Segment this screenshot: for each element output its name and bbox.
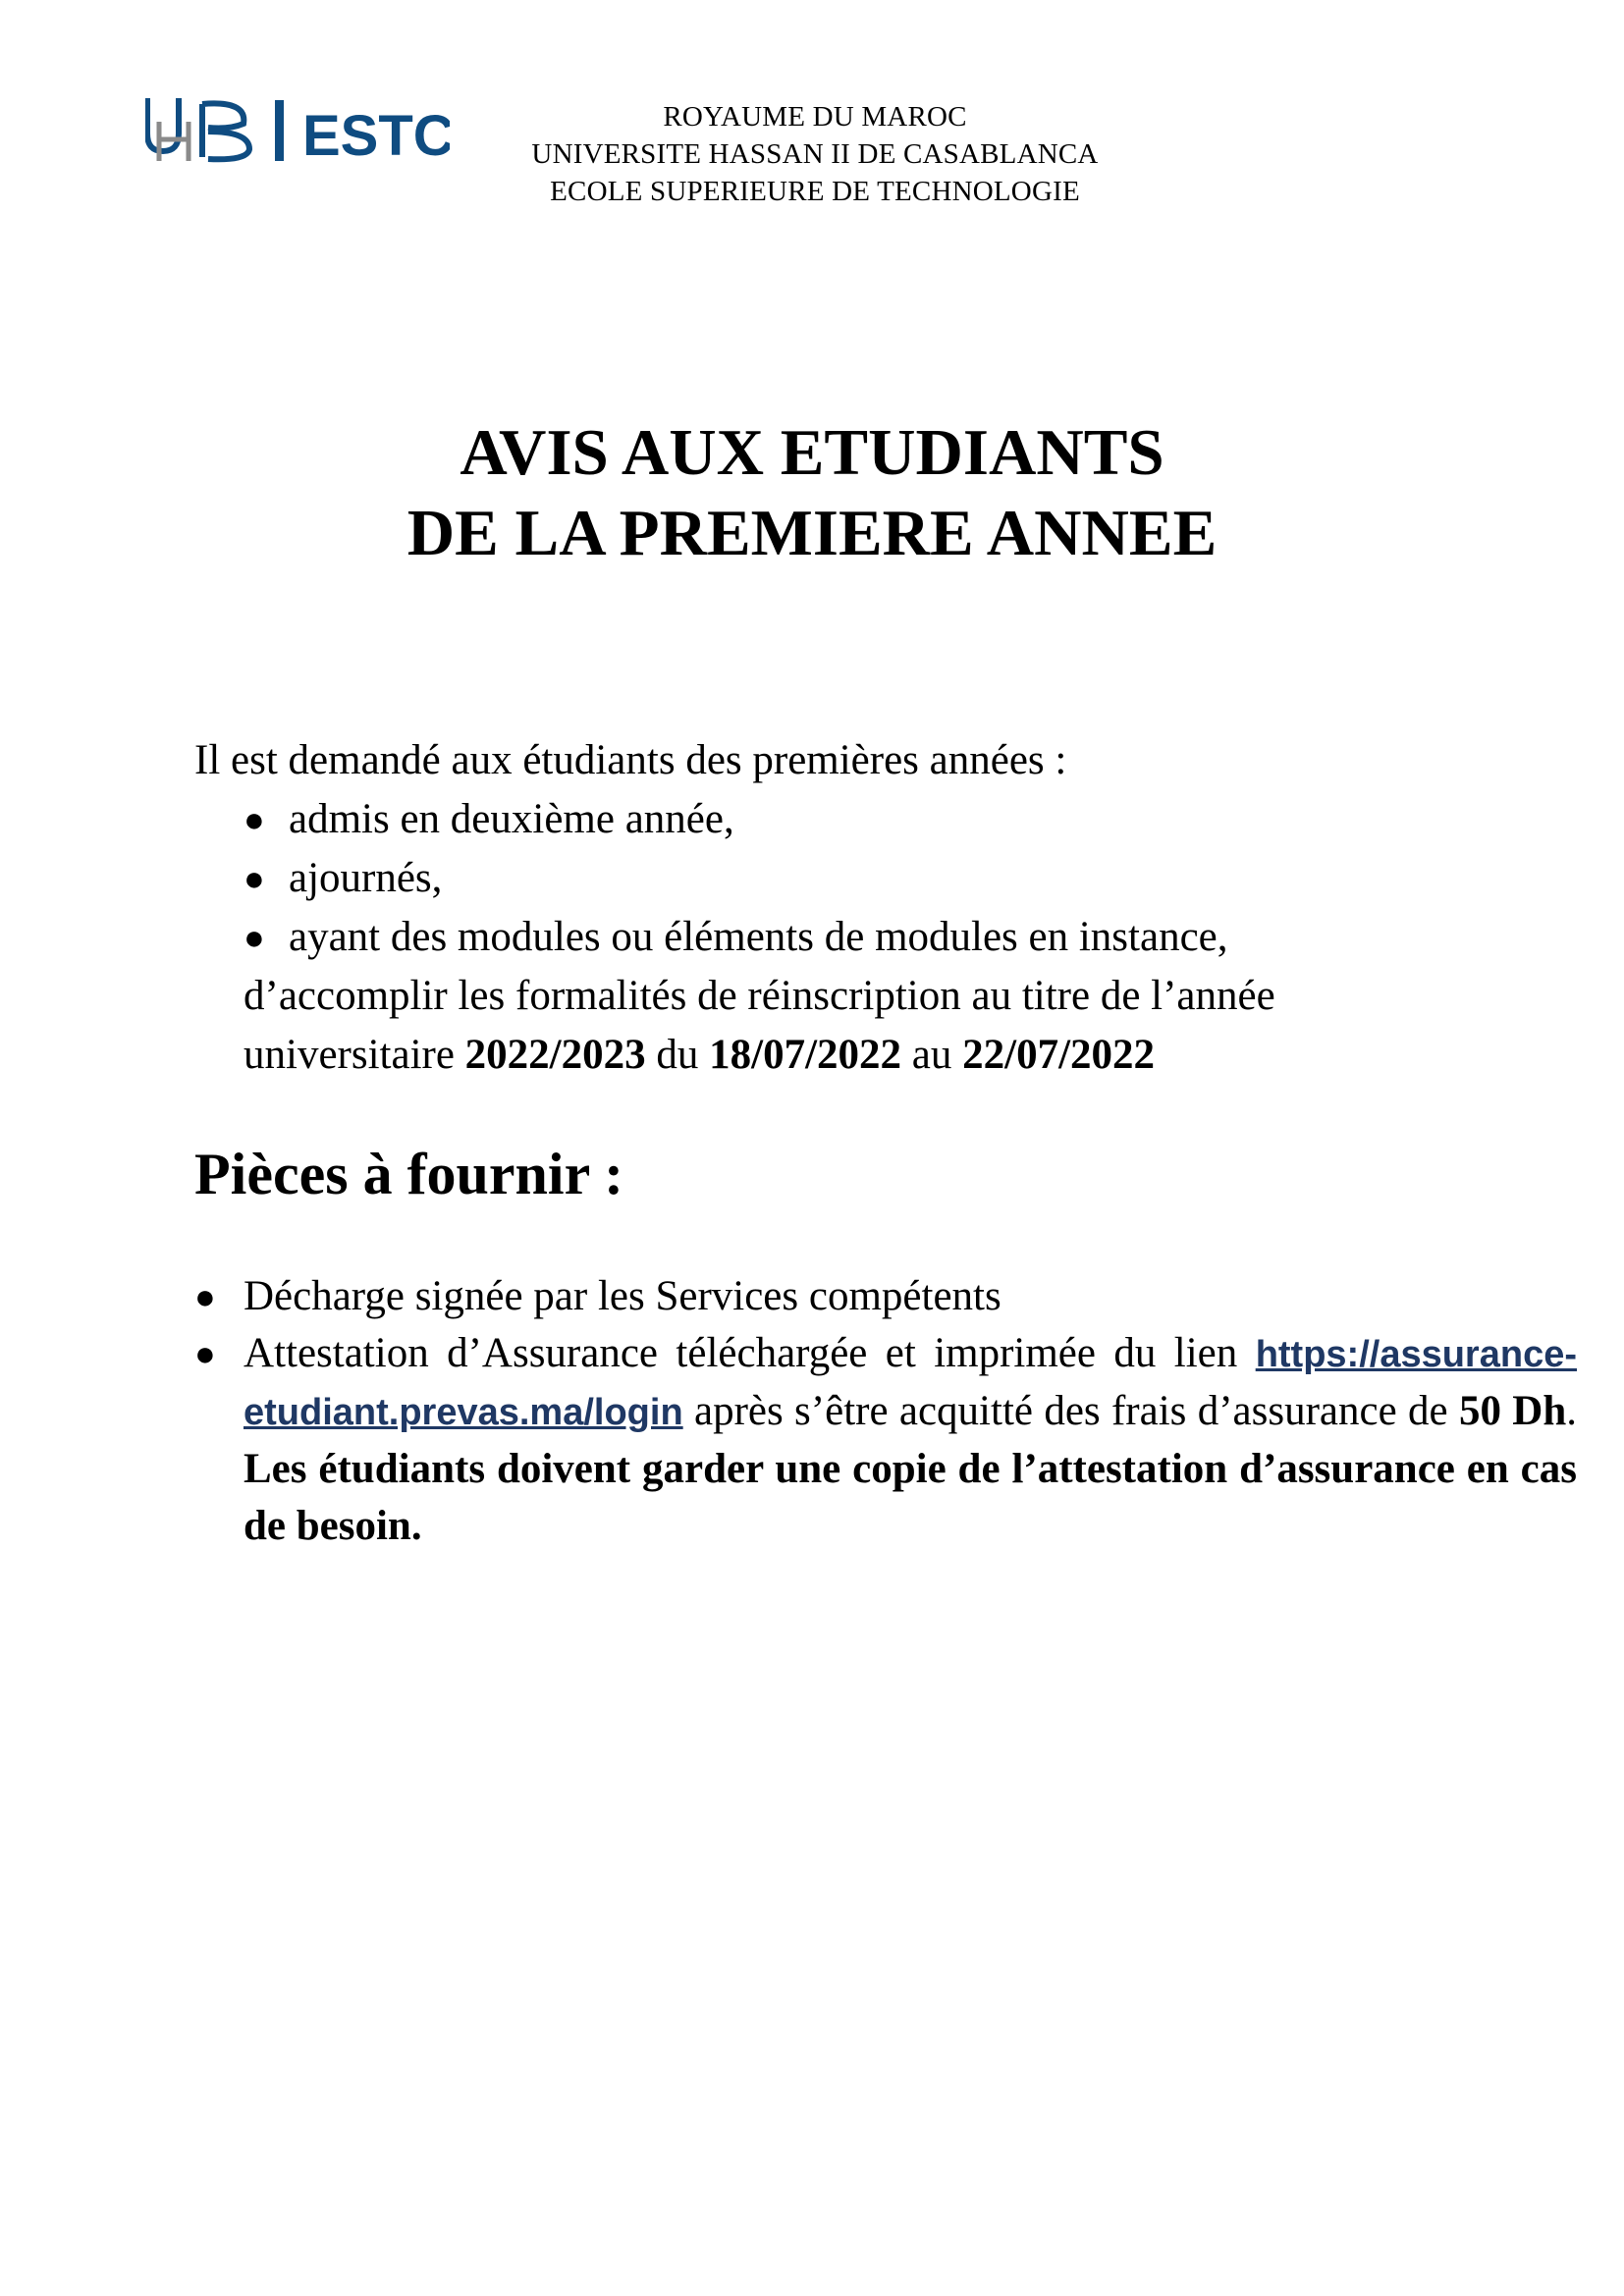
institution-header <box>422 98 1208 210</box>
start-date: 18/07/2022 <box>709 1032 902 1078</box>
word-au: au <box>901 1032 963 1078</box>
bullet-icon: ● <box>244 800 265 839</box>
insurance-note: Les étudiants doivent garder une copie de l’attestation d’assurance en cas de besoin. <box>244 1446 1577 1549</box>
document-discharge: Décharge signée par les Services compétents <box>244 1273 1001 1319</box>
list-item <box>244 790 1579 849</box>
list-item <box>244 849 1579 908</box>
student-category-list <box>194 790 1579 967</box>
notice-title <box>0 412 1624 573</box>
word-du: du <box>645 1032 710 1078</box>
intro-section <box>194 731 1579 1085</box>
end-date: 22/07/2022 <box>962 1032 1156 1078</box>
insurance-link[interactable]: https://assurance-etudiant.prevas.ma/login <box>244 1334 1577 1433</box>
instruction-line-2 <box>244 1026 1579 1085</box>
insurance-text: après s’être acquitté des frais d’assurance de <box>682 1388 1459 1434</box>
instruction-line-1: d’accomplir les formalités de réinscription au titre de l’année <box>244 973 1275 1019</box>
bullet-icon: ● <box>244 859 265 898</box>
academic-year: 2022/2023 <box>464 1032 646 1078</box>
document-insurance: Attestation d’Assurance téléchargée et imprimée du lien <box>244 1330 1238 1376</box>
university-mark-icon <box>147 98 249 161</box>
bullet-icon: ● <box>244 918 265 957</box>
list-item <box>194 1268 1577 1325</box>
bullet-icon: ● <box>194 1334 216 1373</box>
pieces-section <box>194 1268 1577 1555</box>
header-line-kingdom: ROYAUME DU MAROC <box>663 101 967 133</box>
ustc-logo <box>145 94 450 165</box>
title-line-1: AVIS AUX ETUDIANTS <box>460 416 1164 489</box>
list-item-label: admis en deuxième année, <box>289 796 734 842</box>
header-line-university: UNIVERSITE HASSAN II DE CASABLANCA <box>531 138 1099 170</box>
list-item-label: ajournés, <box>289 855 443 901</box>
logo-divider <box>275 100 284 161</box>
header-line-school: ECOLE SUPERIEURE DE TECHNOLOGIE <box>550 176 1080 207</box>
title-line-2: DE LA PREMIERE ANNEE <box>406 497 1218 569</box>
logo-text: ESTC <box>302 104 450 165</box>
list-item-label: ayant des modules ou éléments de modules en instance, <box>289 914 1228 960</box>
bullet-icon: ● <box>194 1277 216 1316</box>
list-item <box>244 908 1579 967</box>
pieces-heading: Pièces à fournir : <box>194 1142 624 1206</box>
insurance-fee: 50 Dh <box>1458 1388 1567 1434</box>
list-item <box>194 1325 1577 1555</box>
sentence-period: . <box>1566 1388 1577 1434</box>
instruction-prefix: universitaire <box>244 1032 465 1078</box>
intro-lead: Il est demandé aux étudiants des premières années : <box>194 737 1067 783</box>
required-documents-list <box>194 1268 1577 1555</box>
